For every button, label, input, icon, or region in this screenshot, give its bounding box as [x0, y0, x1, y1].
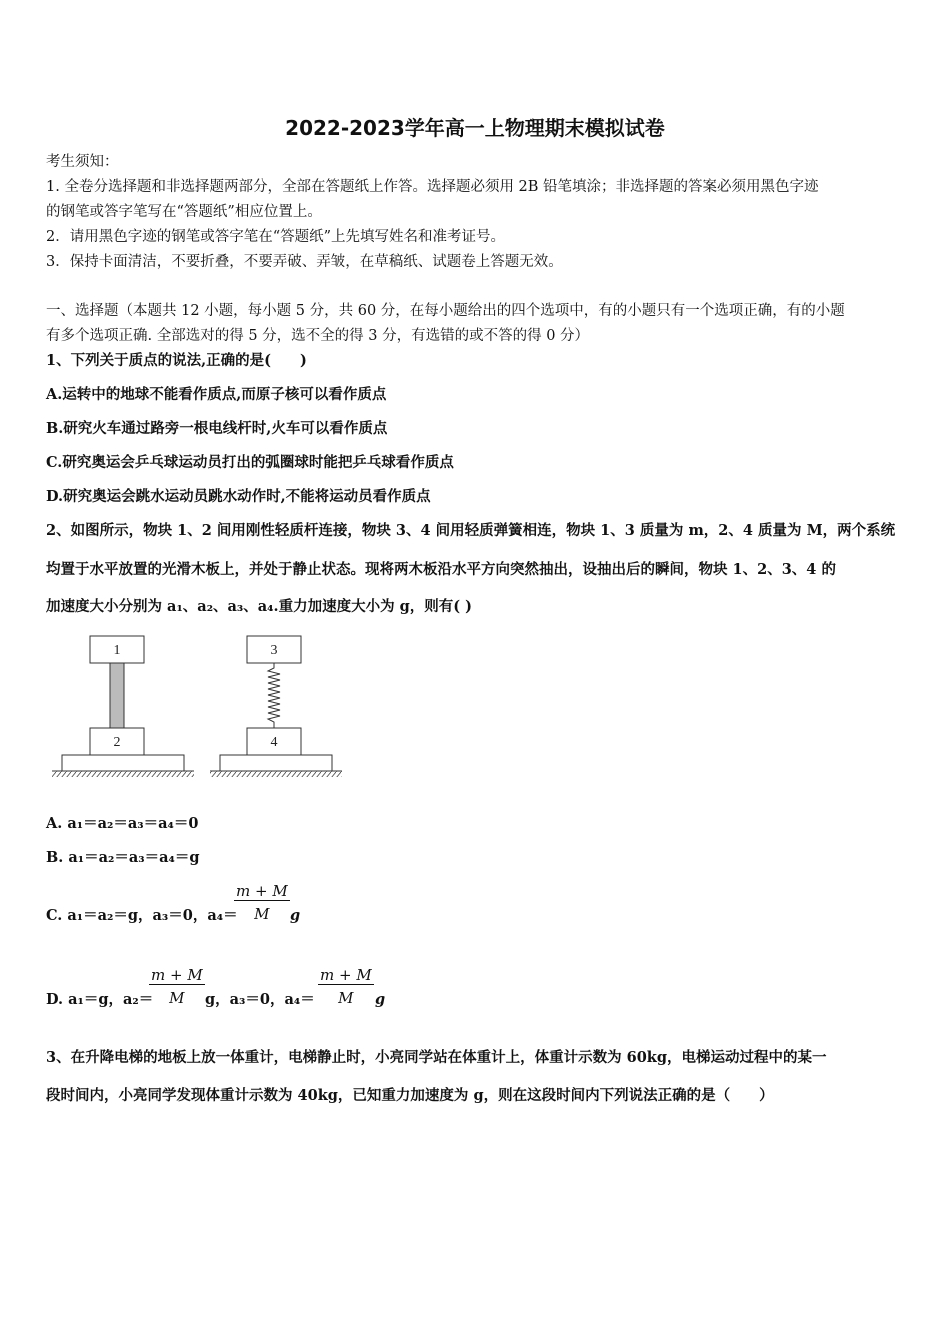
q1-option-b: B.研究火车通过路旁一根电线杆时,火车可以看作质点: [46, 420, 388, 437]
notice-item-1-cont: 的钢笔或答字笔写在“答题纸”相应位置上。: [46, 204, 322, 220]
section-heading: 一、选择题（本题共 12 小题，每小题 5 分，共 60 分，在每小题给出的四个选项中，有的小题只有一个选项正确，有的小题: [46, 303, 845, 319]
q2-stem-line3: 加速度大小分别为 a₁、a₂、a₃、a₄.重力加速度大小为 g，则有( ): [46, 598, 473, 615]
q2-option-d-mid: g，a₃＝0，a₄＝: [205, 991, 315, 1008]
fraction-denominator: M: [254, 905, 270, 923]
q2-option-d-fraction-1: [149, 966, 205, 1007]
q1-option-d: D.研究奥运会跳水运动员跳水动作时,不能将运动员看作质点: [46, 488, 431, 505]
block-1-label: 1: [113, 643, 121, 658]
board-right: [220, 755, 332, 771]
notice-item-3: 3．保持卡面清洁，不要折叠，不要弄破、弄皱，在草稿纸、试题卷上答题无效。: [46, 254, 563, 270]
q2-option-d-fraction-2: [318, 966, 374, 1007]
q2-option-d: D. a₁＝g，a₂＝: [46, 991, 154, 1008]
fraction-numerator: m + M: [320, 966, 372, 984]
q2-figure: [46, 628, 346, 780]
q1-option-a: A.运转中的地球不能看作质点,而原子核可以看作质点: [46, 386, 387, 403]
section-heading-cont: 有多个选项正确. 全部选对的得 5 分，选不全的得 3 分，有选错的或不答的得 0 分）: [46, 328, 590, 344]
q2-stem-line2: 均置于水平放置的光滑木板上，并处于静止状态。现将两木板沿水平方向突然抽出，设抽出后的瞬间，物块 1、2、3、4 的: [46, 561, 836, 578]
fraction-denominator: M: [338, 989, 354, 1007]
spring: [268, 663, 280, 728]
q3-stem-line1: 3、在升降电梯的地板上放一体重计，电梯静止时，小亮同学站在体重计上，体重计示数为 60kg，电梯运动过程中的某一: [46, 1049, 827, 1066]
block-2-label: 2: [113, 735, 121, 750]
q3-stem-line2: 段时间内，小亮同学发现体重计示数为 40kg，已知重力加速度为 g，则在这段时间内下列说法正确的是（ ）: [46, 1087, 774, 1104]
notice-item-1: 1. 全卷分选择题和非选择题两部分，全部在答题纸上作答。选择题必须用 2B 铅笔填涂；非选择题的答案必须用黑色字迹: [46, 179, 819, 195]
q2-stem-line1: 2、如图所示，物块 1、2 间用刚性轻质杆连接，物块 3、4 间用轻质弹簧相连，物块 1、3 质量为 m，2、4 质量为 M，两个系统: [46, 522, 896, 539]
notice-heading: 考生须知：: [46, 154, 119, 170]
q2-option-c: C. a₁＝a₂＝g，a₃＝0，a₄＝: [46, 907, 238, 924]
fraction-numerator: m + M: [151, 966, 203, 984]
q2-option-c-g: g: [290, 907, 301, 924]
spring-system: [210, 636, 342, 777]
block-4-label: 4: [270, 735, 278, 750]
board-left: [62, 755, 184, 771]
q1-stem: 1、下列关于质点的说法,正确的是( ): [46, 352, 307, 369]
q2-option-a: A. a₁＝a₂＝a₃＝a₄＝0: [46, 815, 199, 832]
fraction-denominator: M: [169, 989, 185, 1007]
rod-system: [52, 636, 194, 777]
fraction-numerator: m + M: [236, 882, 288, 900]
q2-option-c-fraction: [234, 882, 290, 923]
rigid-rod: [110, 663, 124, 728]
q2-option-d-g: g: [375, 991, 386, 1008]
q1-option-c: C.研究奥运会乒乓球运动员打出的弧圈球时能把乒乓球看作质点: [46, 454, 454, 471]
notice-item-2: 2．请用黑色字迹的钢笔或答字笔在“答题纸”上先填写姓名和准考证号。: [46, 229, 506, 245]
page-title: 2022-2023学年高一上物理期末模拟试卷: [285, 116, 665, 140]
q2-option-b: B. a₁＝a₂＝a₃＝a₄＝g: [46, 849, 200, 866]
block-3-label: 3: [270, 643, 278, 658]
